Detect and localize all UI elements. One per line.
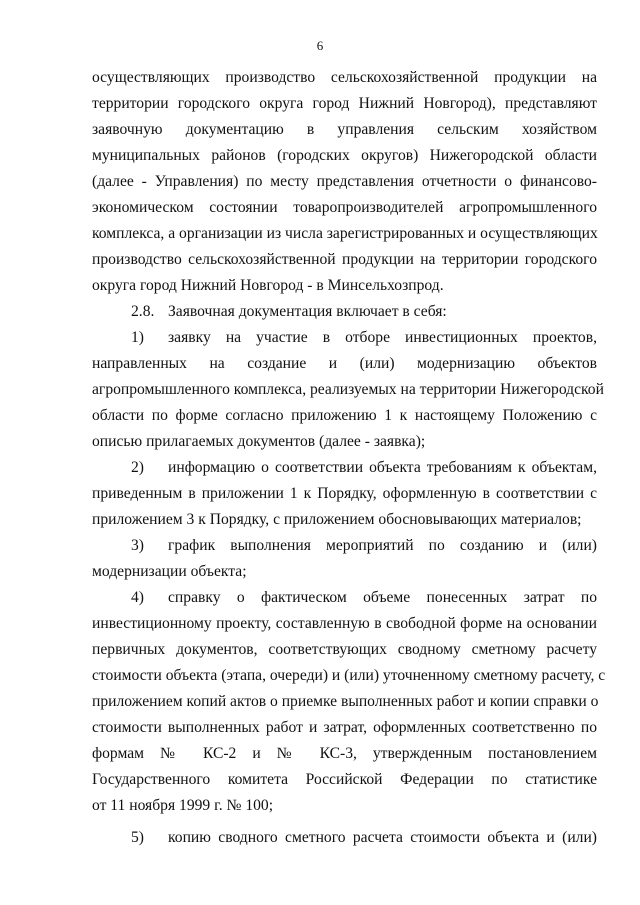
text-line: от 11 ноября 1999 г. № 100; [92, 797, 274, 814]
text-line: комплекса, а организации из числа зарегистрированных и осуществляющих [92, 225, 598, 242]
text-line: приведенным в приложении 1 к Порядку, оформленную в соответствии с [92, 485, 597, 502]
item-label: 3) [131, 537, 144, 554]
text-line: приложением копий актов о приемке выполненных работ и копии справки о [92, 693, 599, 710]
text-line: округа город Нижний Новгород - в Минсельхозпрод. [92, 277, 444, 294]
text-line: инвестиционному проекту, составленную в свободной форме на основании [92, 615, 597, 632]
text-line: формам № КС-2 и № КС-3, утвержденным постановлением [92, 745, 597, 762]
text-line: стоимости объекта (этапа, очереди) и (или) уточненному сметному расчету, с [92, 667, 606, 684]
text-line: муниципальных районов (городских округов) Нижегородской области [92, 147, 597, 164]
page-number: 6 [316, 38, 324, 53]
text-line: описью прилагаемых документов (далее - заявка); [92, 433, 426, 450]
text-line: график выполнения мероприятий по созданию и (или) [168, 537, 597, 554]
text-line: территории городского округа город Нижний Новгород), представляют [92, 95, 597, 112]
item-label: 5) [131, 829, 144, 846]
item-label: 2) [131, 459, 144, 476]
item-label: 1) [131, 329, 144, 346]
text-line: стоимости выполненных работ и затрат, оформленных соответственно по [92, 719, 597, 736]
text-line: заявочную документацию в управления сельским хозяйством [92, 121, 597, 138]
item-label: 4) [131, 589, 144, 606]
text-line: осуществляющих производство сельскохозяйственной продукции на [92, 69, 597, 86]
text-line: агропромышленного комплекса, реализуемых на территории Нижегородской [92, 381, 604, 398]
text-line: производство сельскохозяйственной продукции на территории городского [92, 251, 597, 268]
text-line: модернизации объекта; [92, 563, 247, 580]
text-line: области по форме согласно приложению 1 к настоящему Положению с [92, 407, 597, 424]
text-line: приложением 3 к Порядку, с приложением обосновывающих материалов; [92, 511, 582, 528]
text-line: Заявочная документация включает в себя: [168, 303, 447, 320]
section-label: 2.8. [131, 303, 155, 320]
text-line: Государственного комитета Российской Федерации по статистике [92, 771, 597, 788]
text-line: экономическом состоянии товаропроизводителей агропромышленного [92, 199, 597, 216]
text-line: заявку на участие в отборе инвестиционных проектов, [168, 329, 597, 346]
text-line: копию сводного сметного расчета стоимости объекта и (или) [168, 829, 597, 846]
text-line: справку о фактическом объеме понесенных затрат по [168, 589, 597, 606]
text-line: (далее - Управления) по месту представления отчетности о финансово- [92, 173, 597, 190]
text-line: информацию о соответствии объекта требованиям к объектам, [168, 459, 597, 476]
text-line: направленных на создание и (или) модернизацию объектов [92, 355, 597, 372]
text-line: первичных документов, соответствующих сводному сметному расчету [92, 641, 597, 658]
